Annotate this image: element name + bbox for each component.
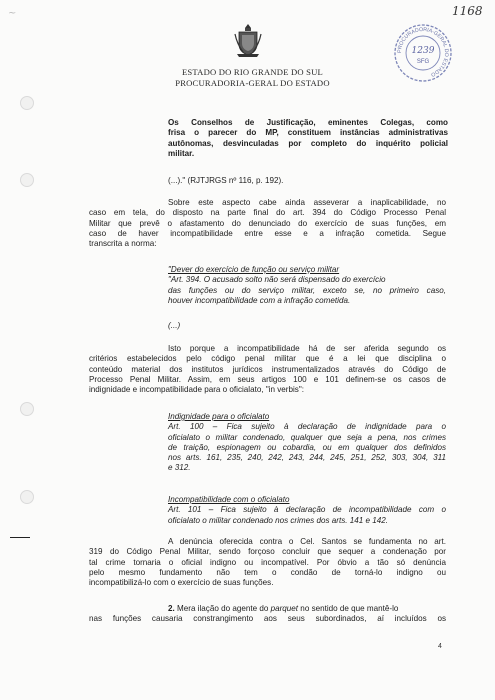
handwritten-page-number: 1168 [452, 4, 483, 18]
header-agency: PROCURADORIA-GERAL DO ESTADO [175, 78, 330, 88]
header-state: ESTADO DO RIO GRANDE DO SUL [181, 67, 323, 77]
state-crest-icon [233, 22, 263, 58]
punch-hole [20, 402, 34, 416]
protocol-stamp [392, 22, 454, 84]
bold-quote: Os Conselhos de Justificação, eminentes Colegas, como frisa o parecer do MP, constituem instâncias administrativas autônomas, desvinculadas por completo do inquérito policial militar. [168, 118, 448, 158]
quote-title: "Dever do exercício de função ou serviço militar [168, 265, 340, 274]
quote-art-394: "Dever do exercício de função ou serviço militar "Art. 394. O acusado solto não será dispensado do exercício das funções ou do serviço militar, exceto se, no primeiro caso, houver incompatibilidade com a infração cometida. [168, 265, 446, 305]
item-number: 2. [168, 604, 175, 613]
scan-artifact: ~ [8, 8, 17, 19]
quote-title: Incompatibilidade com o oficialato [168, 495, 290, 504]
punch-hole [20, 490, 34, 504]
stamp-number: 1239 [411, 46, 435, 56]
paragraph-3: A denúncia oferecida contra o Cel. Santos se fundamenta no art. 319 do Código Penal Militar, sendo forçoso concluir que sequer a condenação por tal crime tornaria o oficial indigno ou incompatível. Por óbvio a tão só denúncia pelo mesmo fundamento não tem o condão de torná-lo indigno ou incompatibilizá-lo com o exercício de suas funções. [89, 537, 446, 588]
punch-hole [20, 96, 34, 110]
quote-art-101: Incompatibilidade com o oficialato Art. 101 – Fica sujeito à declaração de incompatibilidade com o oficialato o militar condenado nos crimes dos arts. 141 e 142. [168, 495, 446, 525]
paragraph-2: Isto porque a incompatibilidade há de ser aferida segundo os critérios estabelecidos pelo código penal militar que é a lei que disciplina o conteúdo material dos institutos jurídicos instrumentalizados através do Código de Processo Penal Militar. Assim, em seus artigos 100 e 101 definem-se os casos de indignidade e incompatibilidade para o oficialato, "in verbis": [89, 344, 446, 395]
citation: (...)." (RJTJRGS nº 116, p. 192). [168, 176, 284, 185]
quote-title: Indignidade para o oficialato [168, 412, 270, 421]
stamp-initials: SFG [416, 59, 430, 65]
paragraph-4: 2. Mera ilação do agente do parquet no sentido de que mantê-lo nas funções causaria constrangimento aos seus subordinados, aí incluídos os [89, 604, 446, 624]
page-number: 4 [438, 643, 442, 650]
scan-artifact-line [10, 537, 30, 538]
quote-art-100: Indignidade para o oficialato Art. 100 – Fica sujeito à declaração de indignidade para o oficialato o militar condenado, qualquer que seja a pena, nos crimes de traição, espionagem ou cobardia, ou em qualquer dos definidos nos arts. 161, 235, 240, 242, 243, 244, 245, 251, 252, 303, 304, 311 e 312. [168, 412, 446, 473]
ellipsis: (...) [168, 321, 181, 330]
stamp-arc-text: PROCURADORIA-GERAL DO ESTADO [396, 26, 450, 78]
paragraph-1: Sobre este aspecto cabe ainda asseverar a inaplicabilidade, no caso em tela, do disposto na parte final do art. 394 do Código Processo Penal Militar que prevê o afastamento do denunciado do exercício de suas funções, em caso de haver incompatibilidade entre esse e a infração cometida. Segue transcrita a norma: [89, 198, 446, 249]
punch-hole [20, 173, 34, 187]
